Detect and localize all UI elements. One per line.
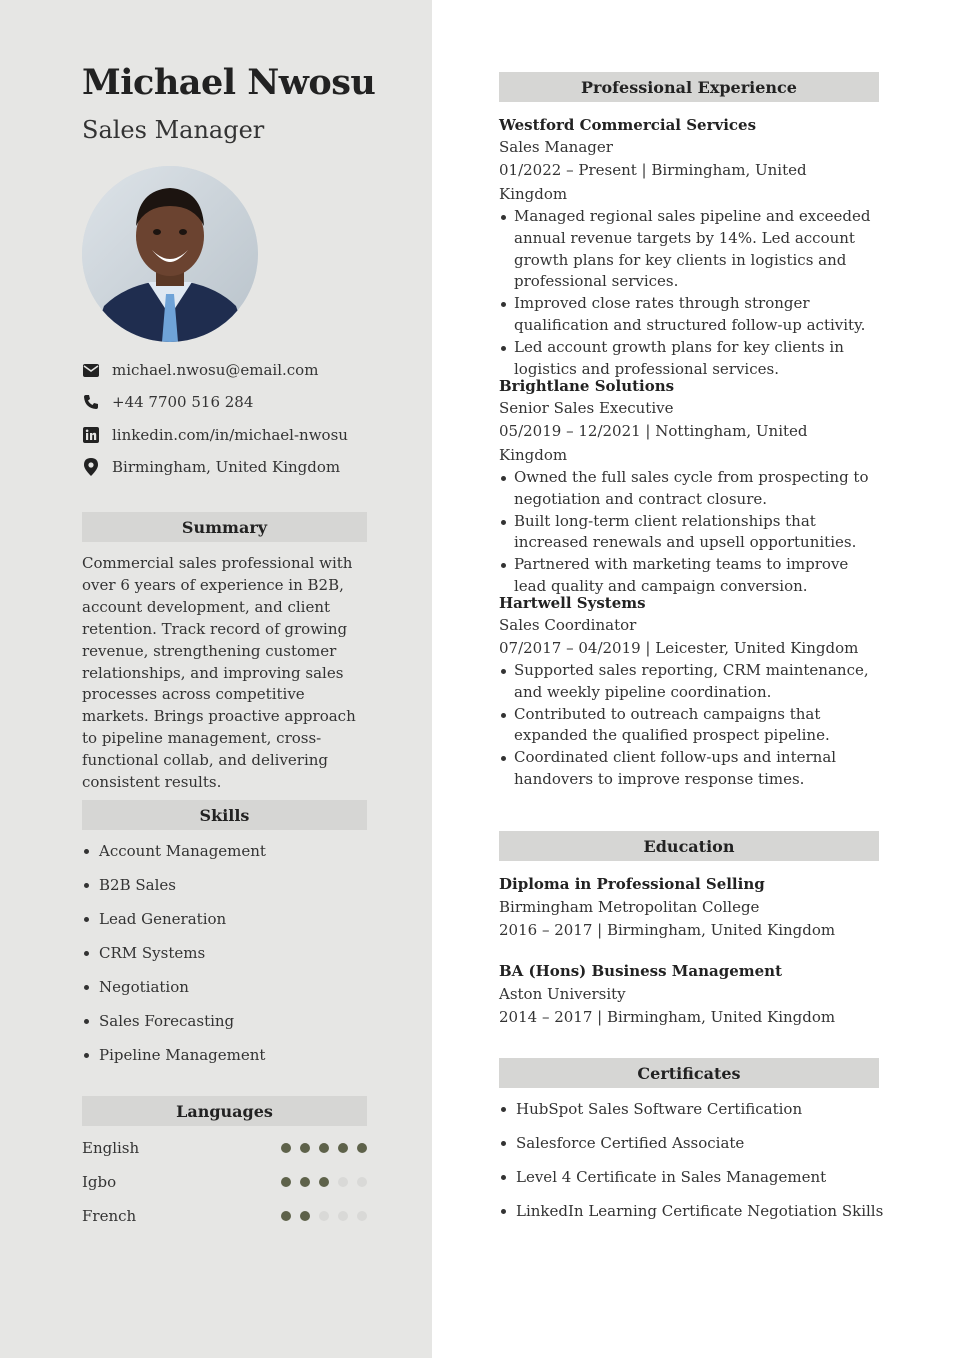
job-bullet: Supported sales reporting, CRM maintenance, and weekly pipeline coordination. — [499, 660, 879, 704]
level-dot — [300, 1177, 310, 1187]
level-dot — [319, 1143, 329, 1153]
email-text: michael.nwosu@email.com — [112, 361, 319, 379]
certificate-item — [499, 1100, 802, 1118]
location-pin-icon — [82, 458, 100, 476]
bullet-icon — [84, 883, 89, 888]
job-company: Hartwell Systems — [499, 594, 646, 612]
profile-photo — [82, 166, 258, 342]
language-name: Igbo — [82, 1173, 117, 1191]
job-meta: 07/2017 – 04/2019 | Leicester, United Kingdom — [499, 639, 859, 657]
job-bullet: Managed regional sales pipeline and exceeded annual revenue targets by 14%. Led account growth plans for key clients in logistics and professional services. — [499, 206, 879, 293]
job-bullet: Contributed to outreach campaigns that expanded the qualified prospect pipeline. — [499, 704, 879, 748]
phone-text: +44 7700 516 284 — [112, 393, 254, 411]
languages-heading: Languages — [82, 1096, 367, 1126]
contact-linkedin[interactable] — [82, 424, 348, 446]
job-entry — [499, 375, 879, 598]
skill-label: Lead Generation — [99, 910, 227, 928]
level-dot — [338, 1143, 348, 1153]
education-heading: Education — [499, 831, 879, 861]
job-meta: 01/2022 – Present | Birmingham, United Kingdom — [499, 161, 807, 203]
level-dot — [357, 1143, 367, 1153]
certificates-heading: Certificates — [499, 1058, 879, 1088]
skill-item — [82, 1012, 234, 1030]
skill-item — [82, 910, 226, 928]
language-level — [281, 1143, 367, 1153]
skills-heading: Skills — [82, 800, 367, 830]
linkedin-icon — [82, 426, 100, 444]
level-dot — [281, 1211, 291, 1221]
bullet-icon — [501, 1175, 506, 1180]
language-row — [82, 1205, 367, 1227]
education-meta: 2014 – 2017 | Birmingham, United Kingdom — [499, 1008, 836, 1026]
education-meta: 2016 – 2017 | Birmingham, United Kingdom — [499, 921, 836, 939]
skill-label: CRM Systems — [99, 944, 206, 962]
sidebar — [0, 0, 432, 1358]
job-meta: 05/2019 – 12/2021 | Nottingham, United Kingdom — [499, 422, 808, 464]
level-dot — [300, 1143, 310, 1153]
job-entry — [499, 114, 879, 380]
candidate-title: Sales Manager — [82, 116, 265, 144]
bullet-icon — [84, 917, 89, 922]
bullet-icon — [84, 951, 89, 956]
skill-item — [82, 1046, 265, 1064]
education-entry — [499, 873, 879, 942]
skill-label: Account Management — [99, 842, 266, 860]
bullet-icon — [84, 849, 89, 854]
contact-phone[interactable] — [82, 391, 253, 413]
job-bullets — [499, 467, 879, 598]
job-bullet: Built long-term client relationships that increased renewals and upsell opportunities. — [499, 511, 879, 555]
language-level — [281, 1211, 367, 1221]
job-bullets — [499, 660, 879, 791]
skill-item — [82, 978, 189, 996]
language-level — [281, 1177, 367, 1187]
level-dot — [319, 1177, 329, 1187]
bullet-icon — [84, 1053, 89, 1058]
education-school: Aston University — [499, 985, 626, 1003]
level-dot — [338, 1211, 348, 1221]
location-text: Birmingham, United Kingdom — [112, 458, 341, 476]
job-entry — [499, 592, 879, 791]
job-title: Sales Coordinator — [499, 616, 637, 634]
level-dot — [338, 1177, 348, 1187]
language-name: English — [82, 1139, 140, 1157]
skill-label: Pipeline Management — [99, 1046, 266, 1064]
level-dot — [357, 1177, 367, 1187]
certificate-item — [499, 1202, 883, 1220]
job-company: Brightlane Solutions — [499, 377, 675, 395]
contact-location — [82, 456, 340, 478]
skill-label: Negotiation — [99, 978, 189, 996]
job-bullet: Led account growth plans for key clients in logistics and professional services. — [499, 337, 879, 381]
education-entry — [499, 960, 879, 1029]
job-bullet: Owned the full sales cycle from prospecting to negotiation and contract closure. — [499, 467, 879, 511]
bullet-icon — [84, 1019, 89, 1024]
language-name: French — [82, 1207, 137, 1225]
certificate-item — [499, 1168, 826, 1186]
contact-email[interactable] — [82, 359, 318, 381]
bullet-icon — [501, 1107, 506, 1112]
bullet-icon — [501, 1141, 506, 1146]
experience-heading: Professional Experience — [499, 72, 879, 102]
job-bullet: Partnered with marketing teams to improve lead quality and campaign conversion. — [499, 554, 879, 598]
job-title: Sales Manager — [499, 138, 613, 156]
skill-item — [82, 944, 205, 962]
bullet-icon — [501, 1209, 506, 1214]
linkedin-text: linkedin.com/in/michael-nwosu — [112, 426, 348, 444]
level-dot — [300, 1211, 310, 1221]
envelope-icon — [82, 361, 100, 379]
level-dot — [281, 1177, 291, 1187]
level-dot — [319, 1211, 329, 1221]
language-row — [82, 1171, 367, 1193]
certificate-label: HubSpot Sales Software Certification — [516, 1100, 803, 1118]
level-dot — [357, 1211, 367, 1221]
job-bullet: Improved close rates through stronger qualification and structured follow-up activity. — [499, 293, 879, 337]
summary-text: Commercial sales professional with over 6 years of experience in B2B, account development, and client retention. Track record of growing revenue, strengthening customer relationships, and improving sales processes across competitive markets. Brings proactive approach to pipeline management, cross-functional collab, and delivering consistent results. — [82, 554, 356, 792]
education-degree: BA (Hons) Business Management — [499, 962, 783, 980]
skill-label: Sales Forecasting — [99, 1012, 235, 1030]
certificate-item — [499, 1134, 744, 1152]
skill-item — [82, 842, 266, 860]
bullet-icon — [84, 985, 89, 990]
phone-icon — [82, 393, 100, 411]
certificate-label: Level 4 Certificate in Sales Management — [516, 1168, 827, 1186]
level-dot — [281, 1143, 291, 1153]
skill-item — [82, 876, 176, 894]
job-bullet: Coordinated client follow-ups and internal handovers to improve response times. — [499, 747, 879, 791]
candidate-name: Michael Nwosu — [82, 62, 376, 103]
education-school: Birmingham Metropolitan College — [499, 898, 760, 916]
summary-heading: Summary — [82, 512, 367, 542]
language-row — [82, 1137, 367, 1159]
certificate-label: LinkedIn Learning Certificate Negotiation Skills — [516, 1202, 884, 1220]
job-bullets — [499, 206, 879, 380]
job-title: Senior Sales Executive — [499, 399, 674, 417]
education-degree: Diploma in Professional Selling — [499, 875, 765, 893]
skill-label: B2B Sales — [99, 876, 176, 894]
certificate-label: Salesforce Certified Associate — [516, 1134, 745, 1152]
job-company: Westford Commercial Services — [499, 116, 757, 134]
